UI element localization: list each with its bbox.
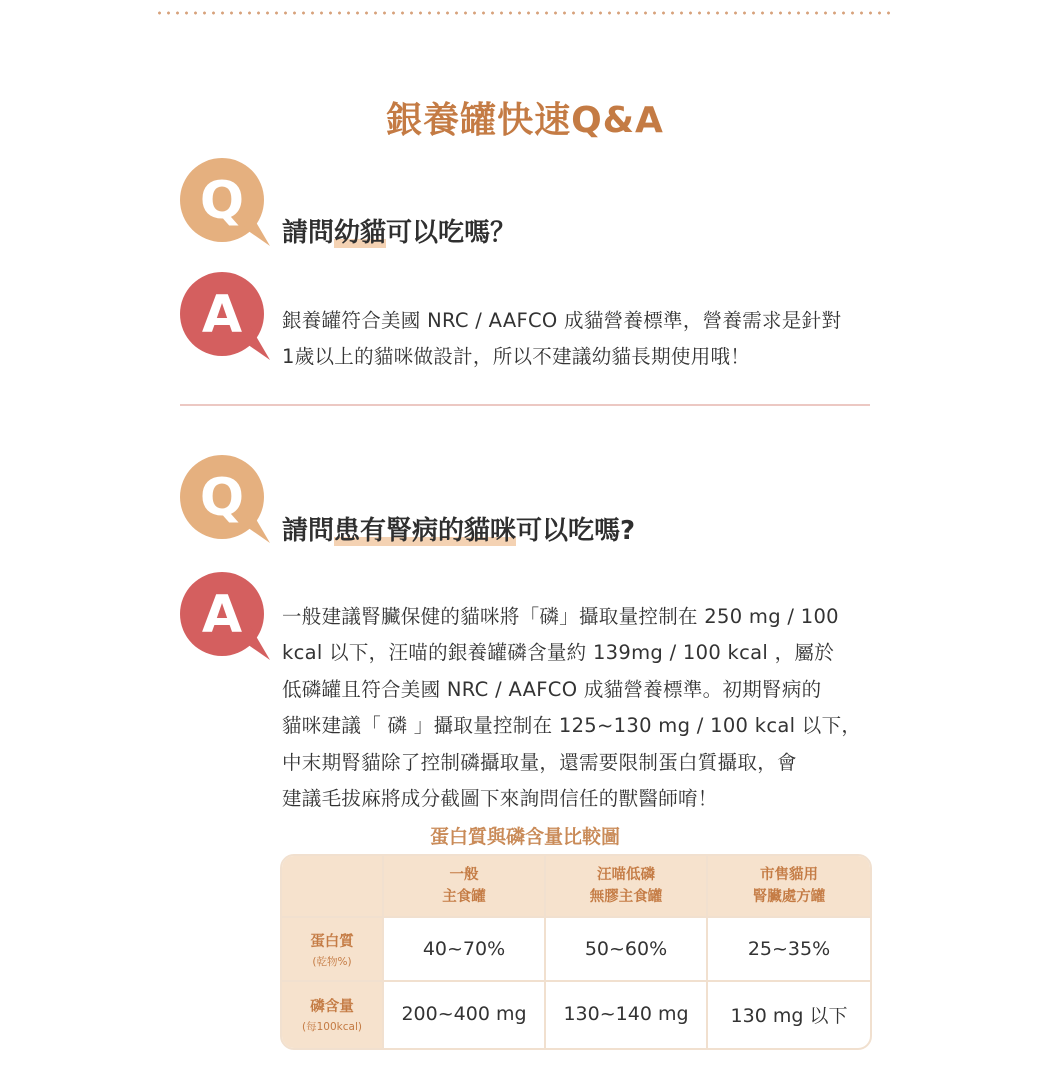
table-cell: 200~400 mg <box>401 1003 527 1025</box>
section-divider <box>180 404 870 406</box>
row-header-unit: (每100kcal) <box>302 1020 362 1033</box>
svg-text:Q: Q <box>199 171 245 231</box>
column-header-line: 汪喵低磷 <box>597 867 655 883</box>
table-cell: 50~60% <box>584 938 668 960</box>
question-1-highlight: 幼貓 <box>334 218 387 248</box>
answer-line: 低磷罐且符合美國 NRC / AAFCO 成貓營養標準。初期腎病的 <box>282 677 822 701</box>
question-2-prefix: 請問 <box>282 516 335 546</box>
row-header-label: 磷含量 <box>310 998 354 1015</box>
a-bubble-icon <box>178 570 262 654</box>
question-2-highlight: 患有腎病的貓咪 <box>334 516 517 546</box>
svg-text:Q: Q <box>199 468 245 528</box>
question-1 <box>282 212 516 249</box>
table-cell: 40~70% <box>422 938 506 960</box>
q-bubble-icon <box>178 156 262 240</box>
comparison-table <box>280 854 872 1050</box>
column-header-line: 市售貓用 <box>760 867 818 883</box>
table-cell: 130~140 mg <box>563 1003 689 1025</box>
question-1-prefix: 請問 <box>282 218 335 248</box>
column-header-line: 一般 <box>449 867 479 883</box>
question-2 <box>282 510 635 547</box>
row-header-label: 蛋白質 <box>310 933 354 950</box>
page-title: 銀養罐快速Q&A <box>386 100 664 141</box>
q-bubble-icon <box>178 453 262 537</box>
answer-line: kcal 以下，汪喵的銀養罐磷含量約 139mg / 100 kcal ，屬於 <box>282 641 835 665</box>
answer-line: 貓咪建議「 磷 」攝取量控制在 125~130 mg / 100 kcal 以下， <box>282 714 862 738</box>
column-header-line: 主食罐 <box>442 889 486 905</box>
answer-line: 建議毛拔麻將成分截圖下來詢問信任的獸醫師唷！ <box>282 787 718 811</box>
row-header-unit: (乾物%) <box>312 955 352 968</box>
comparison-title: 蛋白質與磷含量比較圖 <box>429 826 620 848</box>
answer-line: 一般建議腎臟保健的貓咪將「磷」攝取量控制在 250 mg / 100 <box>282 605 839 628</box>
dotted-divider <box>155 11 895 15</box>
a-bubble-icon <box>178 270 262 354</box>
question-1-suffix: 可以吃嗎？ <box>386 218 517 248</box>
svg-text:A: A <box>201 285 243 345</box>
column-header <box>546 856 706 916</box>
answer-1 <box>282 303 892 376</box>
row-header <box>282 918 382 980</box>
column-header <box>384 856 544 916</box>
column-header-line: 無膠主食罐 <box>589 889 663 905</box>
column-header <box>708 856 870 916</box>
table-cell: 130 mg 以下 <box>730 1004 848 1027</box>
row-header <box>282 982 382 1046</box>
table-cell: 25~35% <box>747 938 831 960</box>
answer-line: 中末期腎貓除了控制磷攝取量，還需要限制蛋白質攝取，會 <box>282 750 797 774</box>
answer-2 <box>282 599 892 817</box>
answer-line: 1歲以上的貓咪做設計，所以不建議幼貓長期使用哦！ <box>282 345 751 369</box>
column-header-line: 腎臟處方罐 <box>752 889 826 905</box>
question-2-suffix: 可以吃嗎? <box>516 516 636 546</box>
svg-text:A: A <box>201 585 243 645</box>
answer-line: 銀養罐符合美國 NRC / AAFCO 成貓營養標準，營養需求是針對 <box>282 309 842 332</box>
